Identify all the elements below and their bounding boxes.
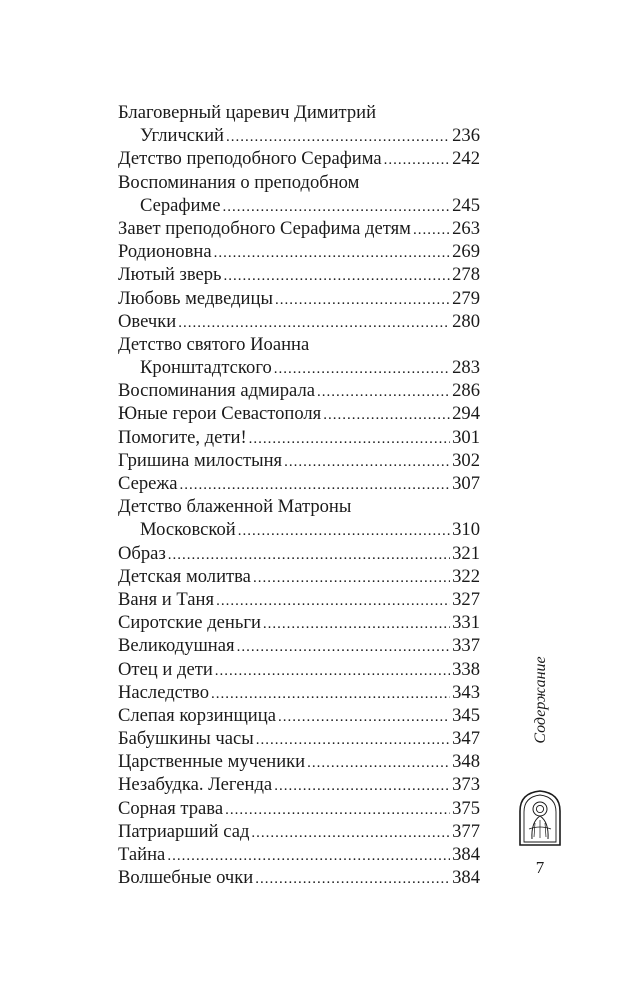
toc-entry-page: 294: [452, 403, 480, 425]
icon-of-saint-emblem: [514, 789, 566, 847]
toc-leader-dots: [274, 775, 450, 798]
toc-entry-title: Великодушная: [118, 635, 235, 657]
toc-leader-dots: [284, 451, 450, 474]
toc-entry-page: 307: [452, 473, 480, 494]
toc-leader-dots: [222, 196, 450, 219]
toc-entry-title: Сережа: [118, 473, 178, 494]
toc-entry: [118, 518, 480, 541]
toc-entry-title: Отец и дети: [118, 658, 213, 680]
toc-entry: [118, 588, 480, 611]
toc-leader-dots: [167, 845, 450, 868]
toc-entry-title: Благоверный царевич Димитрий: [118, 102, 377, 123]
toc-leader-dots: [224, 265, 451, 288]
toc-entry-title: Овечки: [118, 310, 177, 332]
toc-entry-title: Незабудка. Легенда: [118, 774, 273, 796]
toc-entry: [118, 611, 480, 634]
toc-entry: [118, 750, 480, 773]
toc-entry-page: 331: [452, 612, 480, 634]
toc-entry: [118, 263, 480, 286]
toc-entry-page: 373: [452, 774, 480, 796]
toc-entry-title: Сорная трава: [118, 797, 224, 819]
toc-entry: [118, 704, 480, 727]
toc-entry-page: 286: [452, 380, 480, 402]
toc-entry: [118, 449, 480, 472]
toc-entry-title: Гришина милостыня: [118, 449, 283, 471]
toc-entry-page: 236: [452, 125, 480, 147]
toc-entry-title: Царственные мученики: [118, 751, 306, 773]
toc-entry: [118, 658, 480, 681]
toc-entry-title: Любовь медведицы: [118, 287, 273, 309]
toc-leader-dots: [215, 660, 450, 683]
toc-entry-page: 301: [452, 426, 480, 448]
toc-entry: [118, 634, 480, 657]
toc-leader-dots: [211, 683, 450, 706]
toc-entry-title: Кронштадтского: [140, 357, 272, 379]
toc-entry: [118, 681, 480, 704]
toc-entry: [118, 240, 480, 263]
toc-entry-page: 337: [452, 635, 480, 657]
toc-entry-page: 245: [452, 194, 480, 216]
toc-entry: [118, 379, 480, 402]
toc-entry-title: Детская молитва: [118, 565, 251, 587]
toc-entry: [118, 287, 480, 310]
toc-entry: [118, 217, 480, 240]
toc-entry-page: 384: [452, 844, 480, 865]
toc-entry-title: Завет преподобного Серафима детям: [118, 217, 411, 239]
toc-entry-page: 242: [452, 148, 480, 170]
toc-entry: [118, 426, 480, 449]
toc-leader-dots: [278, 706, 450, 729]
toc-leader-dots: [323, 404, 450, 427]
toc-entry-title: Тайна: [118, 844, 166, 865]
toc-entry-title: Московской: [140, 519, 236, 541]
toc-entry: [118, 843, 480, 866]
toc-entry-title: Серафиме: [140, 194, 221, 216]
toc-entry-page: 302: [452, 449, 480, 471]
toc-entry-page: 377: [452, 820, 480, 842]
table-of-contents: [118, 101, 480, 889]
toc-entry-title: Волшебные очки: [118, 867, 254, 889]
toc-leader-dots: [237, 636, 451, 659]
toc-entry-title: Образ: [118, 542, 166, 564]
toc-entry: [118, 565, 480, 588]
toc-entry-page: 310: [452, 519, 480, 541]
toc-entry-title: Патриарший сад: [118, 820, 250, 842]
toc-entry-title: Лютый зверь: [118, 264, 222, 286]
toc-leader-dots: [216, 590, 450, 613]
toc-entry: [118, 124, 480, 147]
toc-entry-page: 283: [452, 357, 480, 379]
toc-entry-title: Угличский: [140, 125, 224, 147]
toc-leader-dots: [225, 799, 450, 822]
toc-leader-dots: [226, 126, 450, 149]
toc-entry-page: 279: [452, 287, 480, 309]
toc-entry-page: 321: [452, 542, 480, 564]
toc-leader-dots: [214, 242, 451, 265]
toc-entry: [118, 333, 480, 356]
toc-entry-title: Наследство: [118, 681, 210, 703]
toc-entry: [118, 101, 480, 124]
toc-entry-title: Детство святого Иоанна: [118, 333, 310, 355]
toc-entry-title: Воспоминания о преподобном: [118, 171, 360, 193]
toc-entry-page: 345: [452, 704, 480, 726]
toc-leader-dots: [275, 289, 450, 312]
section-title-vertical: Содержание: [532, 656, 549, 744]
toc-leader-dots: [180, 474, 451, 497]
toc-entry: [118, 542, 480, 565]
toc-leader-dots: [251, 822, 450, 845]
toc-entry-page: 347: [452, 728, 480, 750]
toc-leader-dots: [307, 752, 450, 775]
toc-leader-dots: [249, 428, 450, 451]
toc-entry-page: 348: [452, 751, 480, 773]
toc-entry: [118, 402, 480, 425]
toc-leader-dots: [238, 520, 450, 543]
toc-entry-page: 343: [452, 681, 480, 703]
toc-entry-title: Сиротские деньги: [118, 612, 261, 634]
toc-entry-title: Детство блаженной Матроны: [118, 496, 352, 518]
toc-entry-title: Детство преподобного Серафима: [118, 148, 382, 170]
toc-entry-title: Родионовна: [118, 241, 212, 263]
toc-entry-title: Юные герои Севастополя: [118, 403, 322, 425]
toc-entry: [118, 171, 480, 194]
toc-entry-title: Ваня и Таня: [118, 588, 215, 610]
toc-leader-dots: [255, 868, 450, 891]
toc-leader-dots: [178, 312, 450, 335]
toc-entry: [118, 495, 480, 518]
toc-leader-dots: [413, 219, 450, 242]
toc-entry-title: Бабушкины часы: [118, 728, 254, 750]
toc-entry: [118, 773, 480, 796]
toc-entry: [118, 356, 480, 379]
toc-leader-dots: [317, 381, 450, 404]
toc-leader-dots: [384, 149, 451, 172]
toc-entry-page: 280: [452, 310, 480, 332]
toc-leader-dots: [256, 729, 450, 752]
toc-leader-dots: [274, 358, 450, 381]
toc-entry-page: 375: [452, 797, 480, 819]
toc-entry: [118, 797, 480, 820]
toc-entry: [118, 310, 480, 333]
toc-entry-title: Слепая корзинщица: [118, 704, 276, 726]
toc-entry-page: 278: [452, 264, 480, 286]
toc-entry-title: Помогите, дети!: [118, 426, 247, 448]
toc-entry: [118, 820, 480, 843]
toc-entry-page: 263: [452, 217, 480, 239]
toc-entry-page: 384: [452, 867, 480, 889]
toc-entry-page: 322: [452, 565, 480, 587]
page-number: 7: [535, 858, 545, 877]
toc-entry: [118, 147, 480, 170]
toc-entry: [118, 194, 480, 217]
toc-leader-dots: [168, 544, 450, 567]
toc-entry: [118, 472, 480, 495]
toc-entry-title: Воспоминания адмирала: [118, 380, 316, 402]
toc-leader-dots: [253, 567, 450, 590]
toc-entry-page: 327: [452, 588, 480, 610]
toc-leader-dots: [263, 613, 450, 636]
toc-entry: [118, 727, 480, 750]
toc-entry-page: 338: [452, 658, 480, 680]
toc-entry-page: 269: [452, 241, 480, 263]
toc-entry: [118, 866, 480, 889]
